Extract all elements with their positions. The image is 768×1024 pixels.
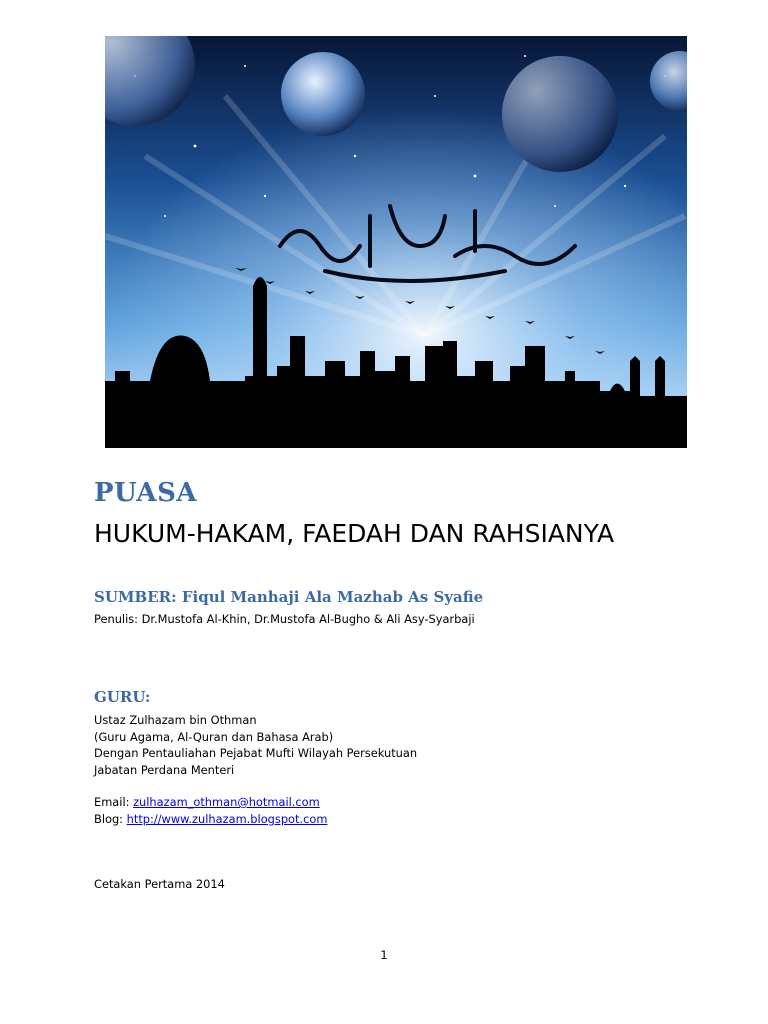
cover-image bbox=[105, 36, 687, 448]
document-subtitle: HUKUM-HAKAM, FAEDAH DAN RAHSIANYA bbox=[94, 519, 615, 548]
guru-details bbox=[94, 712, 417, 778]
email-link[interactable]: zulhazam_othman@hotmail.com bbox=[133, 795, 320, 809]
guru-line: (Guru Agama, Al-Quran dan Bahasa Arab) bbox=[94, 729, 334, 744]
guru-line: Dengan Pentauliahan Pejabat Mufti Wilayah Persekutuan bbox=[94, 746, 418, 761]
authors-line: Penulis: Dr.Mustofa Al-Khin, Dr.Mustofa Al-Bugho & Ali Asy-Syarbaji bbox=[94, 612, 475, 626]
guru-line: Ustaz Zulhazam bin Othman bbox=[94, 713, 257, 727]
email-line bbox=[94, 794, 327, 811]
page-number: 1 bbox=[380, 948, 388, 962]
guru-line: Jabatan Perdana Menteri bbox=[94, 762, 235, 777]
guru-heading: GURU: bbox=[94, 688, 151, 706]
source-heading: SUMBER: Fiqul Manhaji Ala Mazhab As Syafie bbox=[94, 588, 484, 606]
blog-line bbox=[94, 811, 327, 828]
email-label: Email: bbox=[94, 795, 134, 809]
contact-info bbox=[94, 794, 327, 827]
blog-link[interactable]: http://www.zulhazam.blogspot.com bbox=[126, 811, 328, 826]
document-title: PUASA bbox=[94, 478, 198, 508]
blog-label: Blog: bbox=[94, 811, 127, 826]
edition-note: Cetakan Pertama 2014 bbox=[94, 877, 225, 891]
